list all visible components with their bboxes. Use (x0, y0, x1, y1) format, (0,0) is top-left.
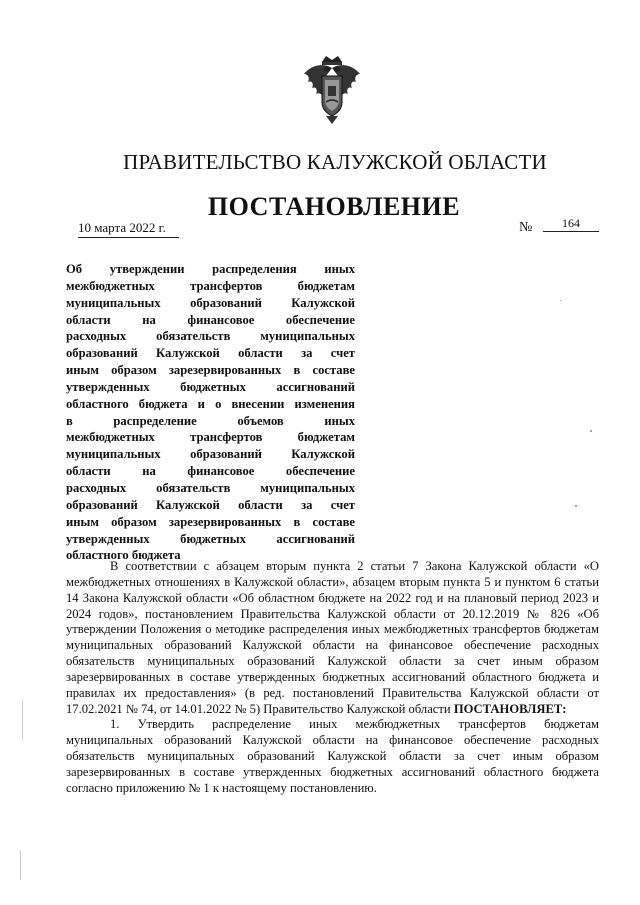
title-line: утвержденных бюджетных ассигнований (66, 379, 355, 394)
title-line: областного бюджета и о внесении изменения (66, 396, 355, 411)
title-line: областного бюджета (66, 548, 181, 563)
title-line: образований Калужской области за счет (66, 497, 355, 512)
title-line: межбюджетных трансфертов бюджетам (66, 278, 355, 293)
resolves-word: ПОСТАНОВЛЯЕТ: (453, 701, 567, 716)
title-line: утвержденных бюджетных ассигнований (66, 531, 355, 546)
title-line: расходных обязательств муниципальных (66, 480, 355, 495)
preamble-text: В соответствии с абзацем вторым пункта 2 статьи 7 Закона Калужской области «О межбюджетных отношениях в Калужской области», абзацем вторым пункта 5 и пунктом 6 статьи 14 Закона Калужской области «Об областном бюджете на 2022 год и на плановый период 2023 и 2024 годов», постановлением Правительства Калужской области от 20.12.2019 № 826 «Об утверждении Положения о методике распределения иных межбюджетных трансфертов бюджетам муниципальных образований Калужской области на финансовое обеспечение расходных обязательств муниципальных образований Калужской области за счет иным образом зарезервированных в составе утвержденных бюджетных ассигнований областного бюджета и правилах их предоставления» (в ред. постановлений Правительства Калужской области от 17.02.2021 № 74, от 14.01.2022 № 5) Правительство Калужской области (66, 559, 599, 716)
scan-speck (560, 300, 561, 301)
document-type-title: ПОСТАНОВЛЕНИЕ (207, 192, 461, 221)
scan-edge-mark (22, 700, 23, 740)
title-line: иным образом зарезервированных в составе (66, 363, 355, 378)
kaluga-region-coat-of-arms-icon (300, 52, 364, 126)
scan-edge-mark (20, 850, 21, 880)
item-1-paragraph: 1. Утвердить распределение иных межбюджетных трансфертов бюджетам муниципальных образований Калужской области на финансовое обеспечение расходных обязательств муниципальных образований Калужской области за счет иным образом зарезервированных в составе утвержденных бюджетных ассигнований областного бюджета согласно приложению № 1 к настоящему постановлению. (66, 717, 599, 795)
title-line: расходных обязательств муниципальных (66, 329, 355, 344)
title-line: муниципальных образований Калужской (66, 295, 355, 310)
document-body (66, 559, 599, 797)
title-line: области на финансовое обеспечение (66, 312, 355, 327)
preamble-paragraph (66, 559, 599, 717)
title-line: образований Калужской области за счет (66, 346, 355, 361)
title-line: Об утверждении распределения иных (66, 262, 355, 276)
government-name: ПРАВИТЕЛЬСТВО КАЛУЖСКОЙ ОБЛАСТИ (123, 150, 547, 174)
title-line: муниципальных образований Калужской (66, 447, 355, 462)
title-line: области на финансовое обеспечение (66, 464, 355, 479)
scan-speck (590, 430, 592, 432)
document-date: 10 марта 2022 г. (78, 220, 179, 238)
scan-speck (575, 505, 577, 507)
number-sign: № (519, 220, 533, 235)
title-line: иным образом зарезервированных в составе (66, 514, 355, 529)
number-value: 164 (543, 216, 599, 232)
title-line: в распределение объемов иных (66, 413, 355, 428)
resolution-title (66, 261, 355, 564)
title-line: межбюджетных трансфертов бюджетам (66, 430, 355, 445)
